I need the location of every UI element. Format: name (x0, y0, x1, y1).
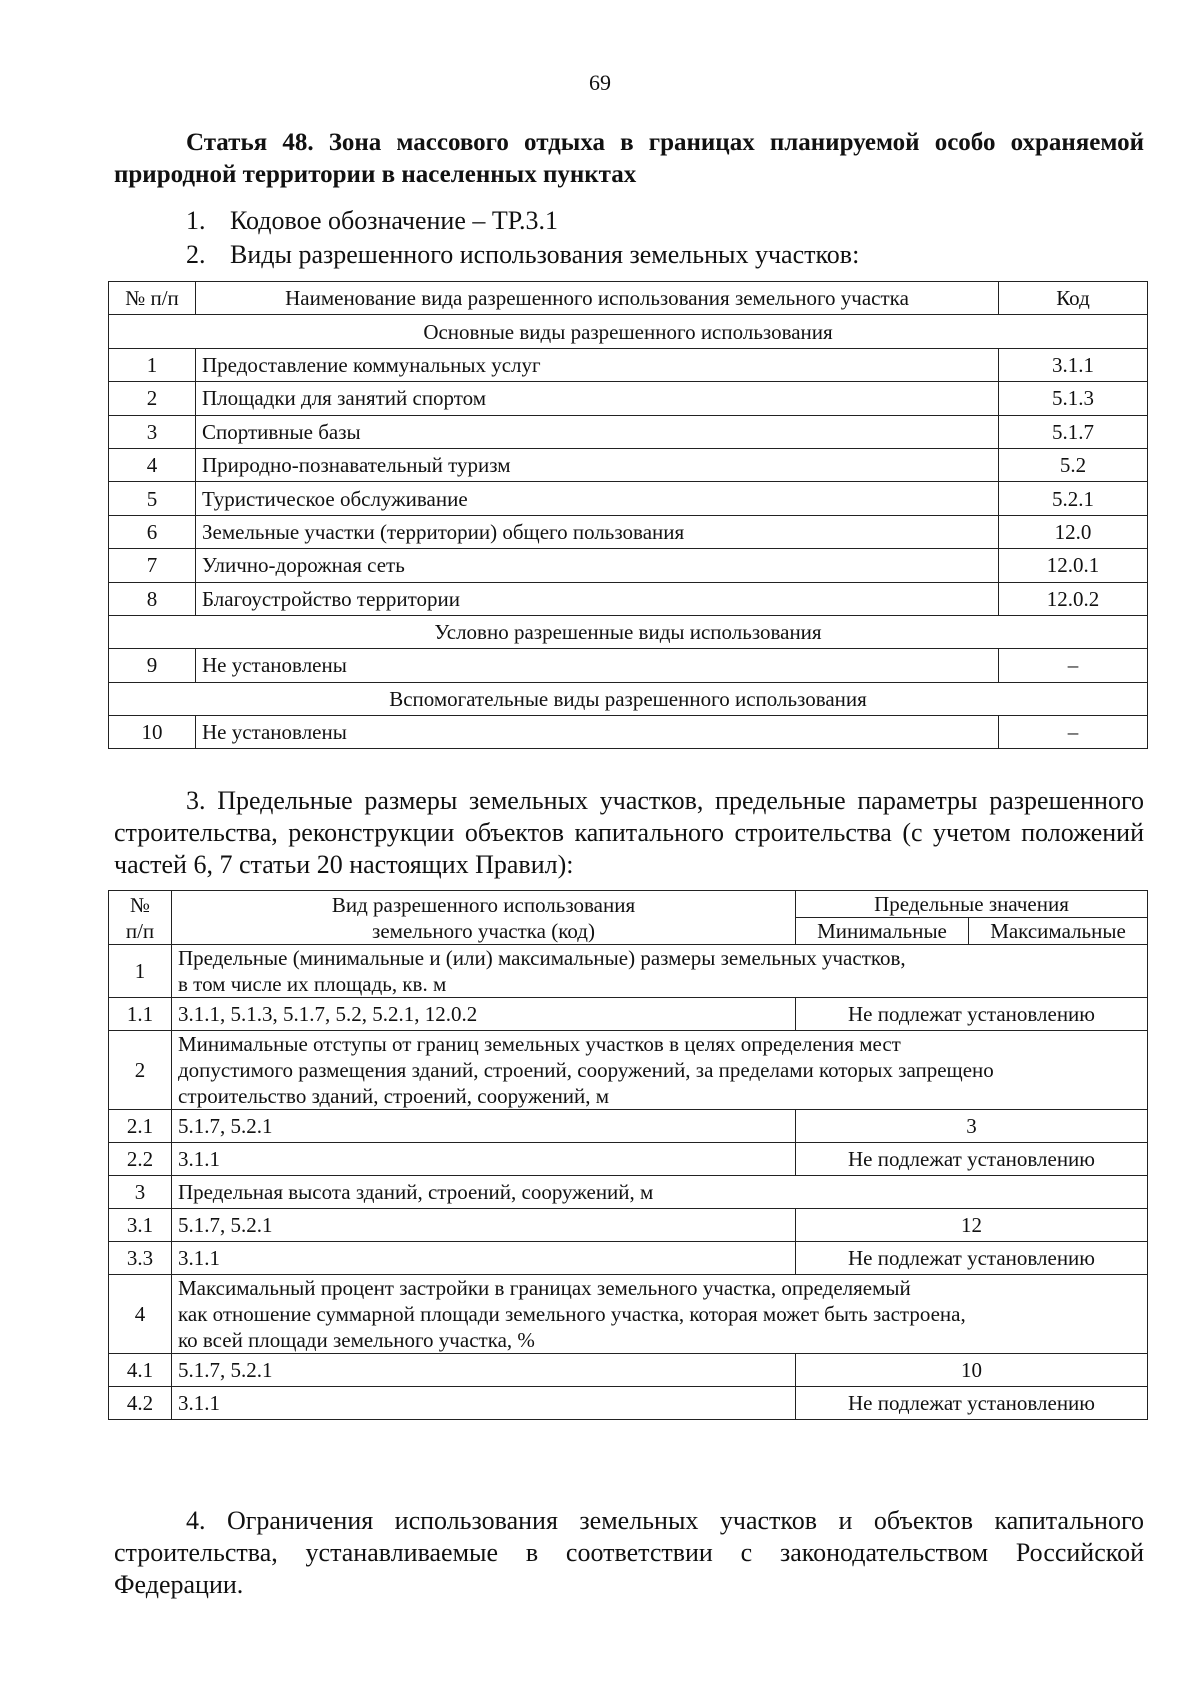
table-row (109, 1031, 1148, 1110)
row-name: Благоустройство территории (196, 582, 999, 615)
row-num: 5 (109, 482, 196, 515)
row-name: Туристическое обслуживание (196, 482, 999, 515)
row-num: 3.3 (109, 1242, 172, 1275)
list-item-uses (186, 239, 859, 271)
list-item-number: 2. (186, 240, 206, 269)
row-num: 2.2 (109, 1143, 172, 1176)
header-num: № п/п (109, 282, 196, 315)
row-code: – (999, 649, 1148, 682)
row-num: 4.1 (109, 1354, 172, 1387)
table-row (109, 649, 1148, 682)
land-use-table (108, 281, 1148, 749)
row-num: 3.1 (109, 1209, 172, 1242)
row-name: Земельные участки (территории) общего пользования (196, 515, 999, 548)
row-num: 4 (109, 1275, 172, 1354)
header-kind-line1: Вид разрешенного использования (331, 892, 636, 917)
row-name: Улично-дорожная сеть (196, 549, 999, 582)
row-num: 7 (109, 549, 196, 582)
section-row-conditional (109, 615, 1148, 648)
table-row (109, 1209, 1148, 1242)
row-code: 3.1.1 (999, 348, 1148, 381)
row-text-line: Максимальный процент застройки в границах земельного участка, определяемый (178, 1276, 911, 1300)
table-row (109, 1143, 1148, 1176)
row-num: 4.2 (109, 1387, 172, 1420)
table-row (109, 482, 1148, 515)
row-code: 12.0.1 (999, 549, 1148, 582)
table-row (109, 448, 1148, 481)
table-row (109, 1354, 1148, 1387)
header-min: Минимальные (796, 918, 969, 945)
header-limits: Предельные значения (796, 891, 1148, 918)
list-item-text: Виды разрешенного использования земельных участков: (230, 240, 860, 269)
row-num: 1 (109, 348, 196, 381)
table-header-row (109, 891, 1148, 918)
row-num: 3 (109, 1176, 172, 1209)
table-row (109, 998, 1148, 1031)
paragraph-4: 4. Ограничения использования земельных участков и объектов капитального строительства, устанавливаемые в соответствии с законодательством Российской Федерации. (114, 1506, 1144, 1599)
table-row (109, 382, 1148, 415)
row-codes: 5.1.7, 5.2.1 (172, 1354, 796, 1387)
row-value: Не подлежат установлению (796, 998, 1148, 1031)
row-text-line: Минимальные отступы от границ земельных участков в целях определения мест (178, 1032, 901, 1056)
row-value: Не подлежат установлению (796, 1387, 1148, 1420)
header-code: Код (999, 282, 1148, 315)
row-text-line: допустимого размещения зданий, строений, сооружений, за пределами которых запрещено (178, 1058, 994, 1082)
row-num: 1.1 (109, 998, 172, 1031)
row-text (172, 945, 1148, 998)
section-main: Основные виды разрешенного использования (109, 315, 1148, 348)
row-num: 1 (109, 945, 172, 998)
row-text-line: Предельные (минимальные и (или) максимальные) размеры земельных участков, (178, 946, 906, 970)
section-auxiliary: Вспомогательные виды разрешенного использования (109, 682, 1148, 715)
row-text (172, 1275, 1148, 1354)
row-code: 12.0.2 (999, 582, 1148, 615)
header-num (109, 891, 172, 945)
table-row (109, 1387, 1148, 1420)
table-row (109, 1110, 1148, 1143)
list-item-text: Кодовое обозначение – ТР.3.1 (230, 206, 558, 235)
list-item-number: 1. (186, 206, 206, 235)
table-row (109, 348, 1148, 381)
table-row (109, 415, 1148, 448)
table-row (109, 1242, 1148, 1275)
row-codes: 3.1.1 (172, 1387, 796, 1420)
row-value: 12 (796, 1209, 1148, 1242)
row-codes: 3.1.1, 5.1.3, 5.1.7, 5.2, 5.2.1, 12.0.2 (172, 998, 796, 1031)
row-text-line: как отношение суммарной площади земельного участка, которая может быть застроена, (178, 1302, 966, 1326)
row-num: 9 (109, 649, 196, 682)
row-value: Не подлежат установлению (796, 1143, 1148, 1176)
row-value: Не подлежат установлению (796, 1242, 1148, 1275)
row-code: 5.1.3 (999, 382, 1148, 415)
row-num: 2 (109, 382, 196, 415)
row-num: 6 (109, 515, 196, 548)
row-name: Предоставление коммунальных услуг (196, 348, 999, 381)
header-num-line1: № (129, 892, 151, 917)
header-name: Наименование вида разрешенного использования земельного участка (196, 282, 999, 315)
row-num: 8 (109, 582, 196, 615)
row-value: 3 (796, 1110, 1148, 1143)
row-code: 12.0 (999, 515, 1148, 548)
row-codes: 3.1.1 (172, 1242, 796, 1275)
paragraph-3: 3. Предельные размеры земельных участков, предельные параметры разрешенного строительства, реконструкции объектов капитального строительства (с учетом положений частей 6, 7 статьи 20 настоящих Правил): (114, 786, 1144, 879)
list-item-code (186, 205, 558, 237)
row-text-line: ко всей площади земельного участка, % (178, 1328, 535, 1352)
row-value: 10 (796, 1354, 1148, 1387)
row-num: 10 (109, 716, 196, 749)
row-codes: 3.1.1 (172, 1143, 796, 1176)
header-kind (172, 891, 796, 945)
row-num: 2.1 (109, 1110, 172, 1143)
row-codes: 5.1.7, 5.2.1 (172, 1110, 796, 1143)
row-code: 5.2.1 (999, 482, 1148, 515)
row-codes: 5.1.7, 5.2.1 (172, 1209, 796, 1242)
table-row (109, 945, 1148, 998)
row-name: Природно-познавательный туризм (196, 448, 999, 481)
header-num-line2: п/п (125, 918, 155, 943)
row-text (172, 1031, 1148, 1110)
row-name: Не установлены (196, 649, 999, 682)
section-row-auxiliary (109, 682, 1148, 715)
row-text: Предельная высота зданий, строений, сооружений, м (172, 1176, 1148, 1209)
section-conditional: Условно разрешенные виды использования (109, 615, 1148, 648)
table-header-row (109, 282, 1148, 315)
header-max: Максимальные (969, 918, 1148, 945)
row-text-line: в том числе их площадь, кв. м (178, 972, 447, 996)
table-row (109, 549, 1148, 582)
table-row (109, 1176, 1148, 1209)
section-row-main (109, 315, 1148, 348)
row-text-line: строительство зданий, строений, сооружений, м (178, 1084, 610, 1108)
row-num: 3 (109, 415, 196, 448)
row-name: Площадки для занятий спортом (196, 382, 999, 415)
row-code: – (999, 716, 1148, 749)
table-row (109, 515, 1148, 548)
row-name: Не установлены (196, 716, 999, 749)
row-num: 4 (109, 448, 196, 481)
table-row (109, 1275, 1148, 1354)
page-number: 69 (589, 70, 611, 95)
row-code: 5.2 (999, 448, 1148, 481)
table-row (109, 582, 1148, 615)
article-heading: Статья 48. Зона массового отдыха в границах планируемой особо охраняемой природной территории в населенных пунктах (114, 129, 1144, 188)
row-name: Спортивные базы (196, 415, 999, 448)
limits-table (108, 890, 1148, 1420)
header-kind-line2: земельного участка (код) (372, 918, 595, 943)
row-code: 5.1.7 (999, 415, 1148, 448)
table-row (109, 716, 1148, 749)
row-num: 2 (109, 1031, 172, 1110)
